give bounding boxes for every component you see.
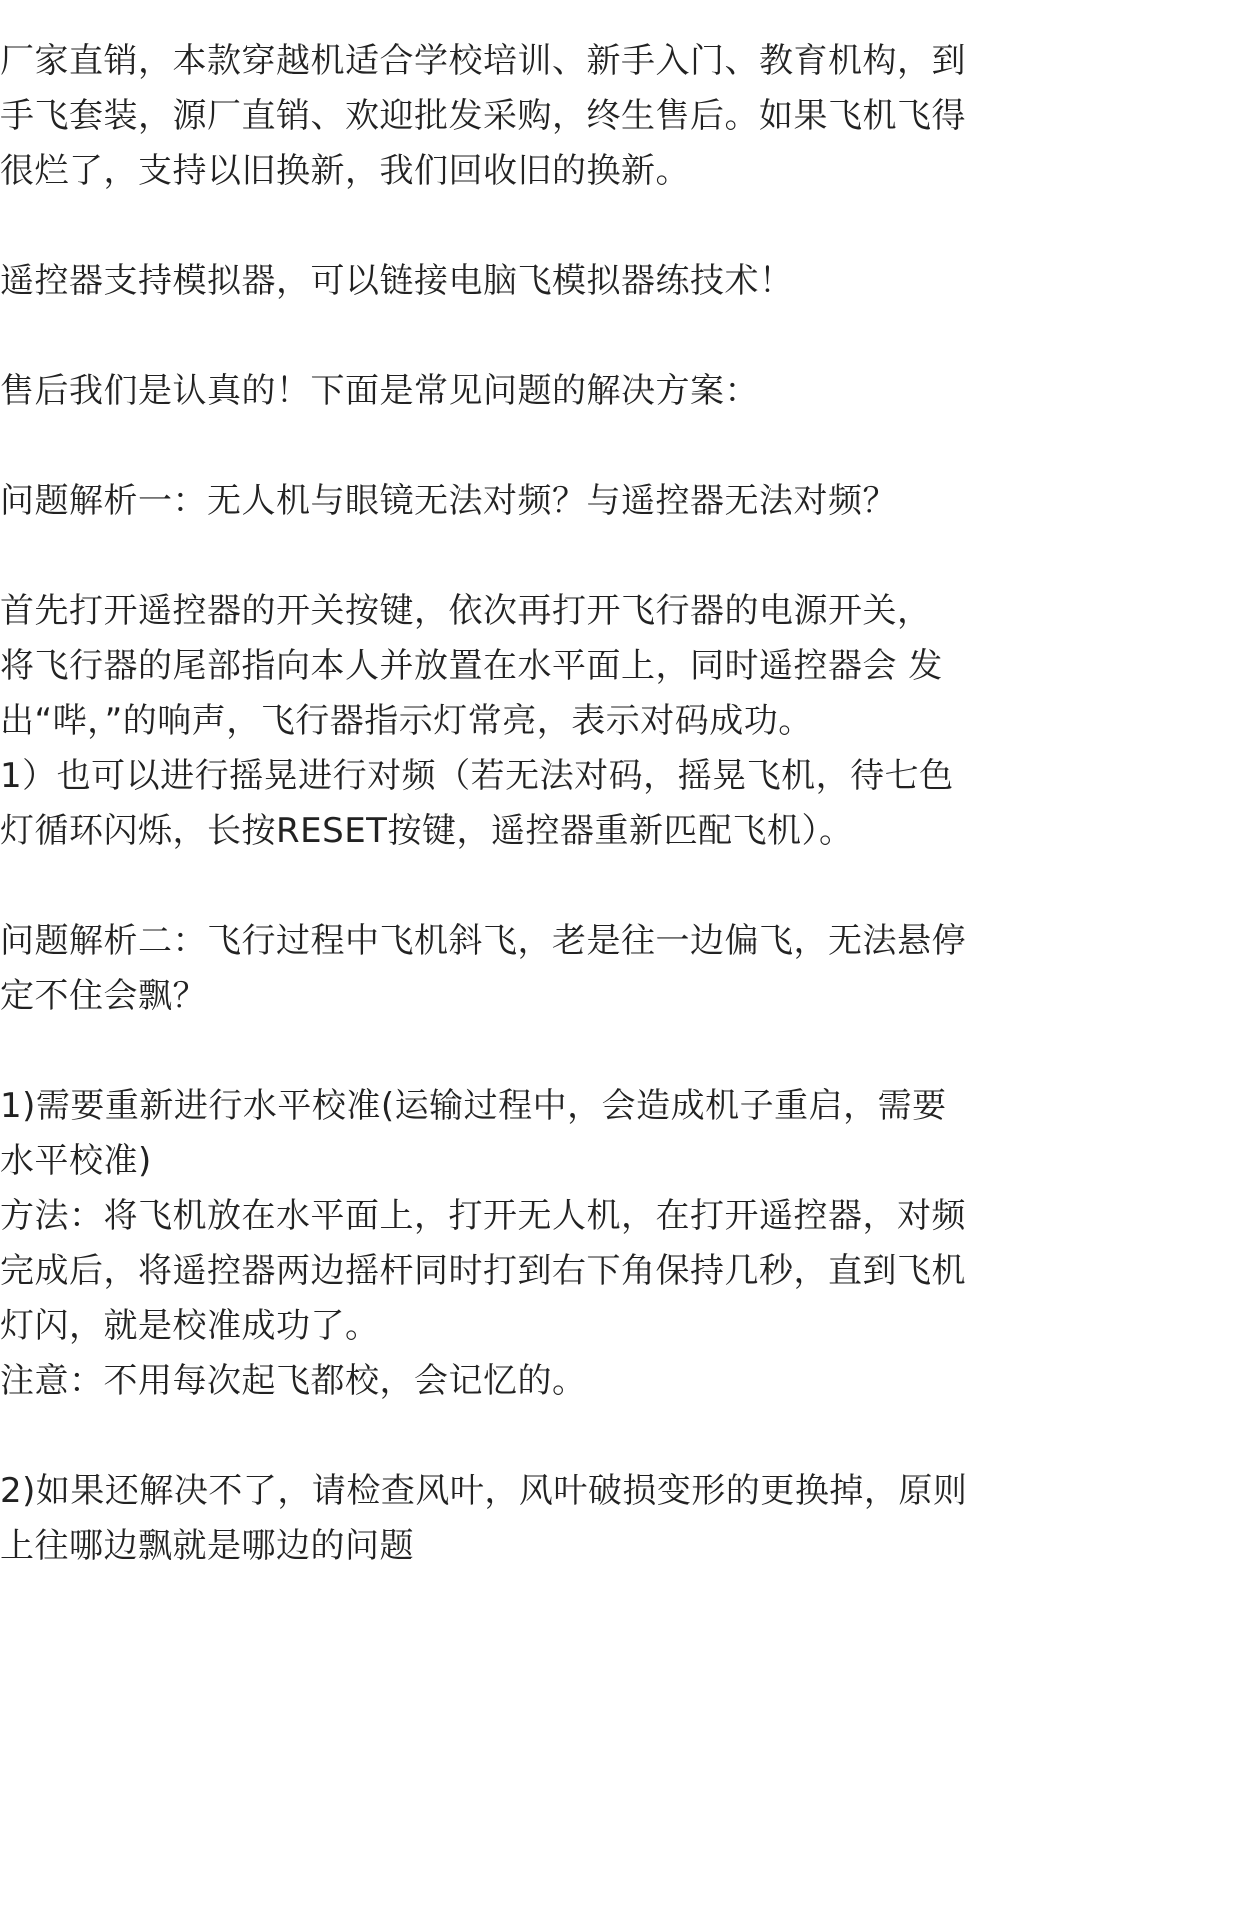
text-line: 将飞行器的尾部指向本人并放置在水平面上，同时遥控器会 发: [0, 646, 943, 686]
text-line: 问题解析一：无人机与眼镜无法对频？与遥控器无法对频？: [0, 481, 897, 521]
text-line: 灯循环闪烁，长按RESET按键，遥控器重新匹配飞机）。: [0, 811, 854, 851]
text-line: 遥控器支持模拟器，可以链接电脑飞模拟器练技术！: [0, 261, 794, 301]
paragraph-aftersales: [0, 364, 1024, 419]
paragraph-problem-one-solution: [0, 584, 1024, 859]
paragraph-gap: [0, 529, 1024, 584]
document-body: [0, 34, 1024, 1574]
text-line: 首先打开遥控器的开关按键，依次再打开飞行器的电源开关，: [0, 591, 932, 631]
paragraph-gap: [0, 309, 1024, 364]
text-line: 很烂了，支持以旧换新，我们回收旧的换新。: [0, 151, 690, 191]
text-line: 定不住会飘？: [0, 976, 207, 1016]
paragraph-problem-one-title: [0, 474, 1024, 529]
text-line: 注意：不用每次起飞都校，会记忆的。: [0, 1361, 587, 1401]
text-line: 灯闪，就是校准成功了。: [0, 1306, 380, 1346]
paragraph-gap: [0, 1024, 1024, 1079]
paragraph-problem-two-solution: [0, 1079, 1024, 1409]
text-line: 上往哪边飘就是哪边的问题: [0, 1526, 414, 1566]
paragraph-intro: [0, 34, 1024, 199]
text-line: 出“哔，”的响声，飞行器指示灯常亮，表示对码成功。: [0, 701, 813, 741]
text-line: 2)如果还解决不了，请检查风叶，风叶破损变形的更换掉，原则: [0, 1471, 968, 1511]
paragraph-gap: [0, 1409, 1024, 1464]
text-line: 水平校准): [0, 1141, 152, 1181]
text-line: 1）也可以进行摇晃进行对频（若无法对码，摇晃飞机，待七色: [0, 756, 954, 796]
paragraph-simulator: [0, 254, 1024, 309]
text-line: 问题解析二：飞行过程中飞机斜飞，老是往一边偏飞，无法悬停: [0, 921, 966, 961]
paragraph-problem-two-fallback: [0, 1464, 1024, 1574]
text-line: 1)需要重新进行水平校准(运输过程中，会造成机子重启，需要: [0, 1086, 947, 1126]
text-line: 方法：将飞机放在水平面上，打开无人机，在打开遥控器，对频: [0, 1196, 966, 1236]
paragraph-gap: [0, 199, 1024, 254]
text-line: 售后我们是认真的！下面是常见问题的解决方案：: [0, 371, 759, 411]
paragraph-gap: [0, 859, 1024, 914]
text-line: 完成后，将遥控器两边摇杆同时打到右下角保持几秒，直到飞机: [0, 1251, 966, 1291]
text-line: 手飞套装，源厂直销、欢迎批发采购，终生售后。如果飞机飞得: [0, 96, 966, 136]
paragraph-problem-two-title: [0, 914, 1024, 1024]
text-line: 厂家直销，本款穿越机适合学校培训、新手入门、教育机构，到: [0, 41, 966, 81]
paragraph-gap: [0, 419, 1024, 474]
